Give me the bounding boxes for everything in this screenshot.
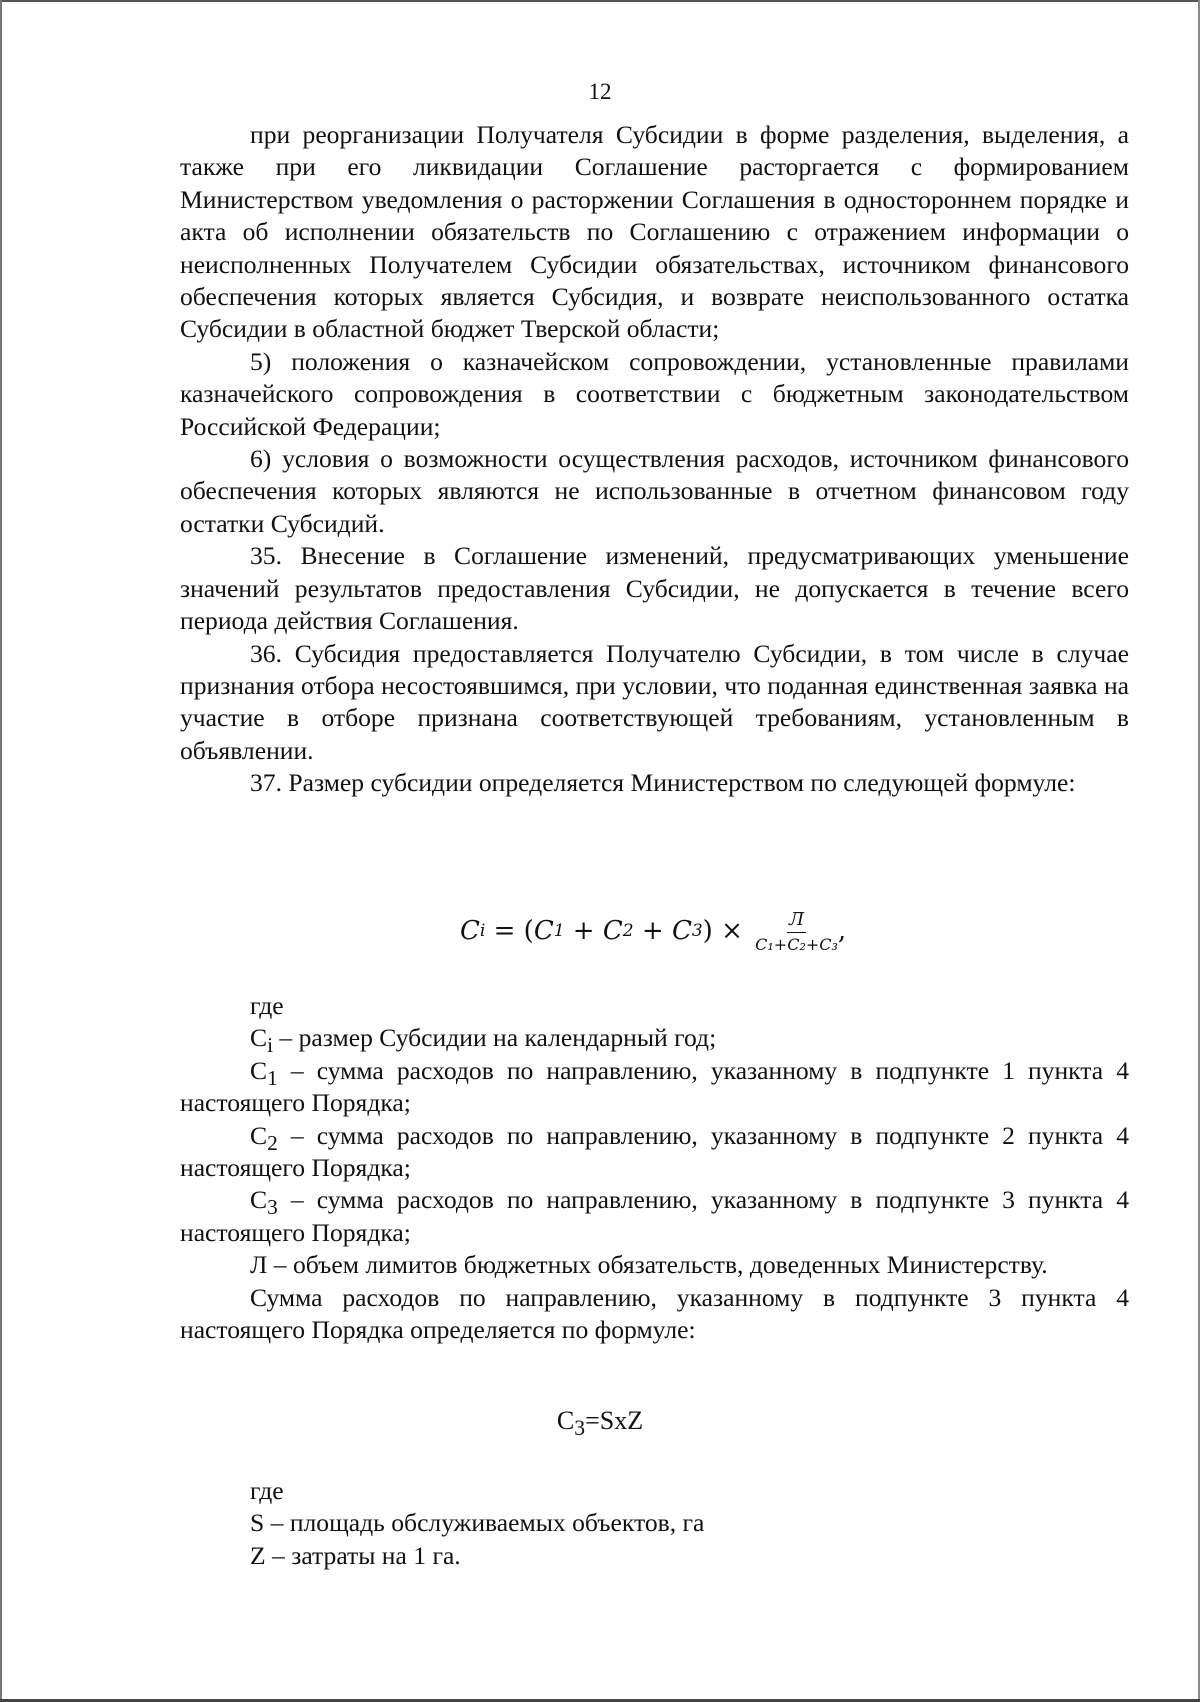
page-border: [0, 0, 1200, 2]
paragraph: 36. Субсидия предоставляется Получателю Субсидии, в том числе в случае признания отбора несостоявшимся, при условии, что поданная единственная заявка на участие в отборе признана соответствующей требованиям, установленным в объявлении.: [180, 638, 1129, 765]
symbol-subscript: 2: [267, 1130, 278, 1155]
paragraph: 35. Внесение в Соглашение изменений, предусматривающих уменьшение значений результатов предоставления Субсидии, не допускается в течение всего периода действия Соглашения.: [180, 541, 1129, 636]
symbol: C: [250, 1120, 268, 1150]
formula-symbol: C: [602, 916, 623, 946]
formula-symbol: C: [533, 916, 554, 946]
paragraph: при реорганизации Получателя Субсидии в форме разделения, выделения, а также при его ликвидации Соглашение расторгается с формированием Министерством уведомления о расторжении Соглашения в одностороннем порядке и акта об исполнении обязательств по Соглашению с отражением информации о неисполненных Получателем Субсидии обязательствах, источником финансового обеспечения которых является Субсидия, и возврате неиспользованного остатка Субсидии в областной бюджет Тверской области;: [180, 120, 1129, 344]
formula-subscript: 3: [574, 1416, 586, 1441]
definition-text: – сумма расходов по направлению, указанному в подпункте 1 пункта 4 настоящего Порядка;: [180, 1055, 1129, 1118]
definition-c2: [180, 1120, 1129, 1185]
symbol: C: [250, 1023, 268, 1053]
definition-c1: [180, 1055, 1129, 1120]
formula-operator: +: [564, 916, 603, 946]
symbol: C: [250, 1055, 268, 1085]
symbol-subscript: i: [267, 1033, 274, 1058]
formula-symbol: C: [556, 1406, 575, 1435]
definition-text: – сумма расходов по направлению, указанному в подпункте 3 пункта 4 настоящего Порядка;: [180, 1185, 1129, 1247]
formula-punctuation: ,: [837, 916, 847, 946]
page-number: 12: [588, 79, 612, 104]
symbol: C: [250, 1185, 268, 1215]
definition-text: – сумма расходов по направлению, указанному в подпункте 2 пункта 4 настоящего Порядка;: [180, 1120, 1129, 1183]
formula-fraction: [755, 909, 838, 954]
definition-s: S – площадь обслуживаемых объектов, га: [250, 1508, 705, 1538]
definition-l: Л – объем лимитов бюджетных обязательств, доведенных Министерству.: [250, 1250, 1048, 1280]
paragraph: 37. Размер субсидии определяется Министерством по следующей формуле:: [250, 768, 1076, 798]
where-label: где: [250, 1476, 284, 1505]
definition-z: Z – затраты на 1 га.: [250, 1540, 461, 1570]
symbol-subscript: 1: [267, 1065, 278, 1090]
subsidy-formula: C i = ( C 1 + C 2 + C 3 ) × $\frac{Л}{\text{C₁+C₂+C₃}}$ ,: [460, 908, 847, 954]
formula-rhs: =SxZ: [585, 1406, 644, 1435]
paragraph: 6) условия о возможности осуществления расходов, источником финансового обеспечения которых являются не использованные в отчетном финансовом году остатки Субсидий.: [180, 444, 1129, 538]
paragraph: 5) положения о казначейском сопровождении, установленные правилами казначейского сопровождения в соответствии с бюджетным законодательством Российской Федерации;: [180, 346, 1129, 441]
page-border: [0, 0, 2, 1702]
definition-c3: [180, 1184, 1129, 1249]
definition-ci: [180, 1022, 1129, 1058]
where-label: где: [250, 991, 284, 1020]
formula-symbol: C: [460, 916, 480, 946]
fraction-numerator: Л: [787, 909, 806, 933]
definitions-block-2: [180, 1475, 1129, 1572]
fraction-denominator: C₁+C₂+C₃: [755, 934, 838, 954]
definitions-block: [180, 990, 1129, 1346]
document-body: [180, 119, 1129, 800]
paragraph: Сумма расходов по направлению, указанному в подпункте 3 пункта 4 настоящего Порядка определяется по формуле:: [180, 1282, 1129, 1345]
formula-operator: +: [633, 916, 672, 946]
symbol-subscript: 3: [267, 1195, 278, 1220]
definition-text: – размер Субсидии на календарный год;: [273, 1023, 717, 1053]
formula-operator: = (: [485, 916, 534, 946]
formula-symbol: C: [671, 916, 692, 946]
c3-formula: [0, 1406, 1200, 1441]
formula-operator: ) ×: [702, 916, 752, 946]
